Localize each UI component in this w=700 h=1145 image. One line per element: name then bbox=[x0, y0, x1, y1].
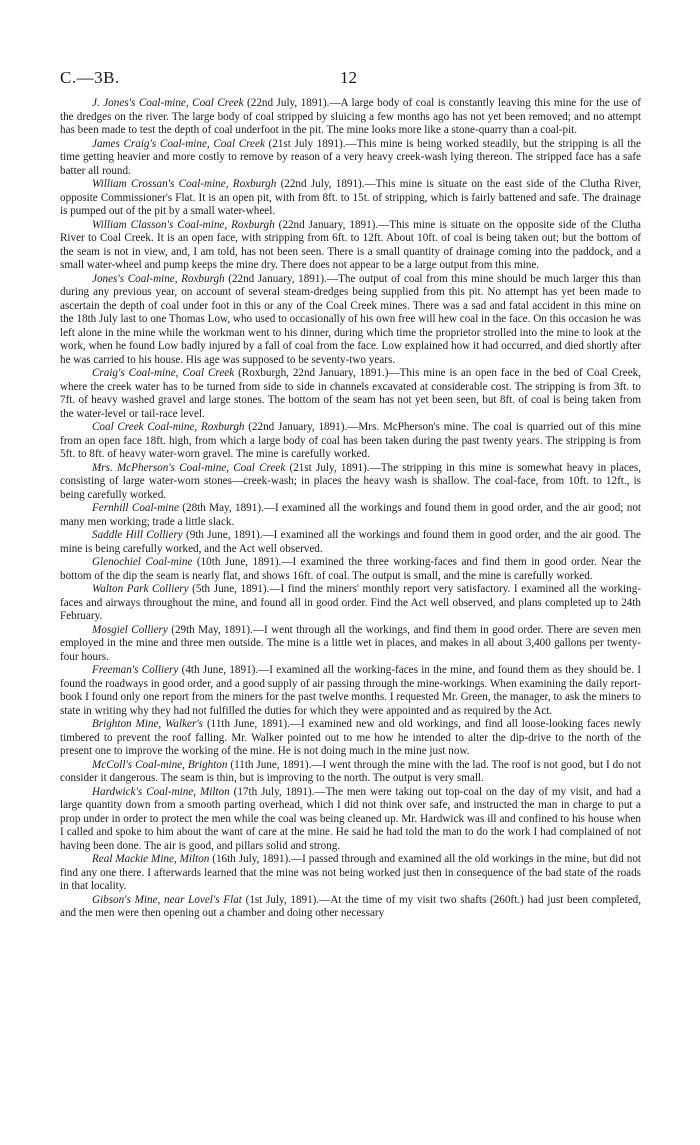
paragraph-real-mackie bbox=[60, 853, 641, 894]
paragraph-text: (21st July, 1891).—The stripping in this mine is somewhat heavy in places, consisting of large water-worn stones—creek-wash; in places the heavy wash is shallow. The coal-face, from 10ft. to 12ft., is being carefully worked. bbox=[60, 461, 642, 501]
mine-name: McColl's Coal-mine, Brighton bbox=[92, 758, 228, 771]
mine-name: Walton Park Colliery bbox=[92, 583, 189, 595]
mine-name: Saddle Hill Colliery bbox=[92, 529, 183, 541]
paragraph-saddle-hill bbox=[60, 529, 641, 556]
paragraph-text: (Roxburgh, 22nd January, 1891.)—This mine is an open face in the bed of Coal Creek, where the creek water has to be turned from side to side in channels excavated at considerable cost. The stripping is from 3ft. to 7ft. of heavy washed gravel and large stones. The bottom of the seam has not yet been seen, but 8ft. of coal is being taken from the water-level or tail-race level. bbox=[60, 367, 641, 420]
paragraph-text: (4th June, 1891).—I examined all the working-faces in the mine, and found them as they should be. I found the roadways in good order, and a good supply of air passing through the mine-workings. When examining the daily report-book I found only one report from the miners for the past twelve months. I requested Mr. Green, the manager, to ask the miners to state in writing why they had not fulfilled the duties for which they were appointed and as required by the Act. bbox=[60, 664, 641, 717]
mine-name: Coal Creek Coal-mine, Roxburgh bbox=[92, 421, 245, 433]
paragraph-classon-roxburgh bbox=[60, 219, 641, 273]
paragraph-text: (11th June, 1891).—I examined new and old workings, and find all loose-looking faces newly timbered to prevent the roof falling. Mr. Walker pointed out to me how he intended to alter the dip-drive to the north of the present one to improve the working of the mine. He is not doing much in the mine just now. bbox=[60, 718, 641, 757]
paragraph-jones-roxburgh bbox=[60, 273, 641, 368]
paragraph-fernhill bbox=[60, 502, 641, 529]
paragraph-freeman bbox=[60, 664, 641, 718]
mine-name: James Craig's Coal-mine, Coal Creek bbox=[92, 137, 265, 150]
mine-name: Mrs. McPherson's Coal-mine, Coal Creek bbox=[92, 461, 286, 474]
paragraph-text: (5th June, 1891).—I find the miners' monthly report very satisfactory. I examined all the working-faces and airways throughout the mine, and found all in good order. Find the Act well observed, and plans completed up to 24th February. bbox=[60, 583, 641, 622]
page-header bbox=[60, 68, 640, 90]
mine-name: Craig's Coal-mine, Coal Creek bbox=[92, 367, 235, 379]
paragraph-text: (21st July 1891).—This mine is being worked steadily, but the stripping is all the time getting heavier and more costly to remove by reason of a very heavy creek-wash lying thereon. The stripped face has a safe batter all round. bbox=[60, 137, 641, 177]
paragraph-text: (22nd January, 1891).—Mrs. McPherson's mine. The coal is quarried out of this mine from an open face 18ft. high, from which a large body of coal has been taken during the past twenty years. The stripping is from 5ft. to 8ft. of heavy water-worn gravel. The mine is carefully worked. bbox=[60, 421, 641, 460]
mine-name: Mosgiel Colliery bbox=[92, 623, 168, 636]
paragraph-text: (9th June, 1891).—I examined all the workings and found them in good order, and the air good. The mine is being carefully worked, and the Act well observed. bbox=[60, 529, 641, 555]
mine-name: J. Jones's Coal-mine, Coal Creek bbox=[92, 97, 244, 109]
paragraph-text: (22nd July, 1891).—A large body of coal is constantly leaving this mine for the use of the dredges on the river. The large body of coal stripped by sluicing a few months ago has not yet been removed; and no attempt has been made to test the depth of coal underfoot in the pit. The mine looks more like a stone-quarry than a coal-pit. bbox=[60, 97, 641, 136]
mine-name: Hardwick's Coal-mine, Milton bbox=[92, 785, 230, 798]
mine-name: Glenochiel Coal-mine bbox=[92, 556, 193, 568]
paragraph-hardwick bbox=[60, 786, 641, 854]
paragraph-craig-coal-creek bbox=[60, 138, 641, 179]
paragraph-text: (22nd January, 1891).—This mine is situate on the opposite side of the Clutha River to Coal Creek. It is an open face, with stripping from 6ft. to 12ft. About 10ft. of coal is being taken out; but the bottom of the seam is not in view, and, I am told, has not been seen. There is a small quantity of drainage coming into the paddock, and a small water-wheel and pump keeps the mine dry. There does not appear to be a large output from this mine. bbox=[60, 218, 641, 271]
paragraph-mcpherson bbox=[60, 462, 641, 503]
paragraph-glenochiel bbox=[60, 556, 641, 583]
paragraph-text: (28th May, 1891).—I examined all the workings and found them in good order, and the air good; not many men working; trade a little slack. bbox=[60, 502, 641, 528]
paragraph-mccoll bbox=[60, 759, 641, 786]
paragraph-text: (29th May, 1891).—I went through all the workings, and find them in good order. There are seven men employed in the mine and three men outside. The mine is a little wet in places, and makes in all about 3,400 gallons per twenty-four hours. bbox=[60, 623, 641, 663]
page-number: 12 bbox=[340, 68, 357, 87]
mine-name: Freeman's Colliery bbox=[92, 664, 179, 676]
paragraph-text: (22nd January, 1891).—The output of coal from this mine should be much larger this than during any previous year, on account of several steam-dredges being supplied from this pit. No attempt has yet been made to ascertain the depth of coal under foot in this or any of the Coal Creek mines. There was a sad and fatal accident in this mine on the 18th July last to one Thomas Low, who used to occasionally of his own free will hew coal in the face. On this occasion he was left alone in the mine while the workman went to his dinner, during which time the proprietor strolled into the mine to look at the work, when he found Low badly injured by a fall of coal from the face. Low explained how it had occurred, and died shortly after he was carried to his house. His age was supposed to be seventy-two years. bbox=[60, 272, 642, 366]
paragraph-crossan-roxburgh bbox=[60, 178, 641, 219]
mine-name: Real Mackie Mine, Milton bbox=[92, 853, 210, 865]
document-code: C.—3B. bbox=[60, 68, 120, 87]
paragraph-text: (17th July, 1891).—The men were taking out top-coal on the day of my visit, and had a large quantity down from a smooth parting overhead, which I did not think over safe, and instructed the man in charge to put a prop under in order to protect the men while the coal was being cleaned up. Mr. Hardwick was ill and confined to his house when I called and spoke to him about the want of care at the mine. He said he had told the man to do the work I had complained of not having been done. The air is good, and pillars solid and strong. bbox=[60, 785, 641, 852]
paragraph-walton-park bbox=[60, 583, 641, 624]
paragraph-gibson bbox=[60, 894, 641, 921]
paragraph-text: (1st July, 1891).—At the time of my visit two shafts (260ft.) had just been completed, and the men were then opening out a chamber and doing other necessary bbox=[60, 893, 641, 919]
mine-name: William Classon's Coal-mine, Roxburgh bbox=[92, 218, 275, 231]
mine-name: Brighton Mine, Walker's bbox=[92, 718, 204, 730]
paragraph-text: (11th June, 1891).—I went through the mine with the lad. The roof is not good, but I do not consider it dangerous. The seam is thin, but is improving to the north. The output is very small. bbox=[60, 758, 641, 784]
paragraph-jones-coal-creek bbox=[60, 97, 641, 138]
mine-name: Fernhill Coal-mine bbox=[92, 502, 179, 514]
paragraph-brighton-walker bbox=[60, 718, 641, 759]
paragraph-text: (10th June, 1891).—I examined the three working-faces and find them in good order. Near the bottom of the dip the seam is nearly flat, and shows 16ft. of coal. The output is small, and the mine is carefully worked. bbox=[60, 556, 641, 582]
mine-name: Gibson's Mine, near Lovel's Flat bbox=[92, 893, 242, 906]
mine-name: Jones's Coal-mine, Roxburgh bbox=[92, 272, 225, 285]
paragraph-text: (16th July, 1891).—I passed through and examined all the old workings in the mine, but did not find any one there. I afterwards learned that the mine was not being worked just then in consequence of the bad state of the roads in that locality. bbox=[60, 853, 641, 892]
mine-name: William Crossan's Coal-mine, Roxburgh bbox=[92, 178, 277, 190]
paragraph-text: (22nd July, 1891).—This mine is situate on the east side of the Clutha River, opposite Commissioner's Flat. It is an open pit, with from 8ft. to 15t. of stripping, which is fairly battened and safe. The drainage is pumped out of the pit by a small water-wheel. bbox=[60, 178, 641, 217]
report-body bbox=[60, 97, 641, 921]
paragraph-craig-roxburgh bbox=[60, 367, 641, 421]
paragraph-mosgiel bbox=[60, 624, 641, 665]
paragraph-coal-creek-roxburgh bbox=[60, 421, 641, 462]
